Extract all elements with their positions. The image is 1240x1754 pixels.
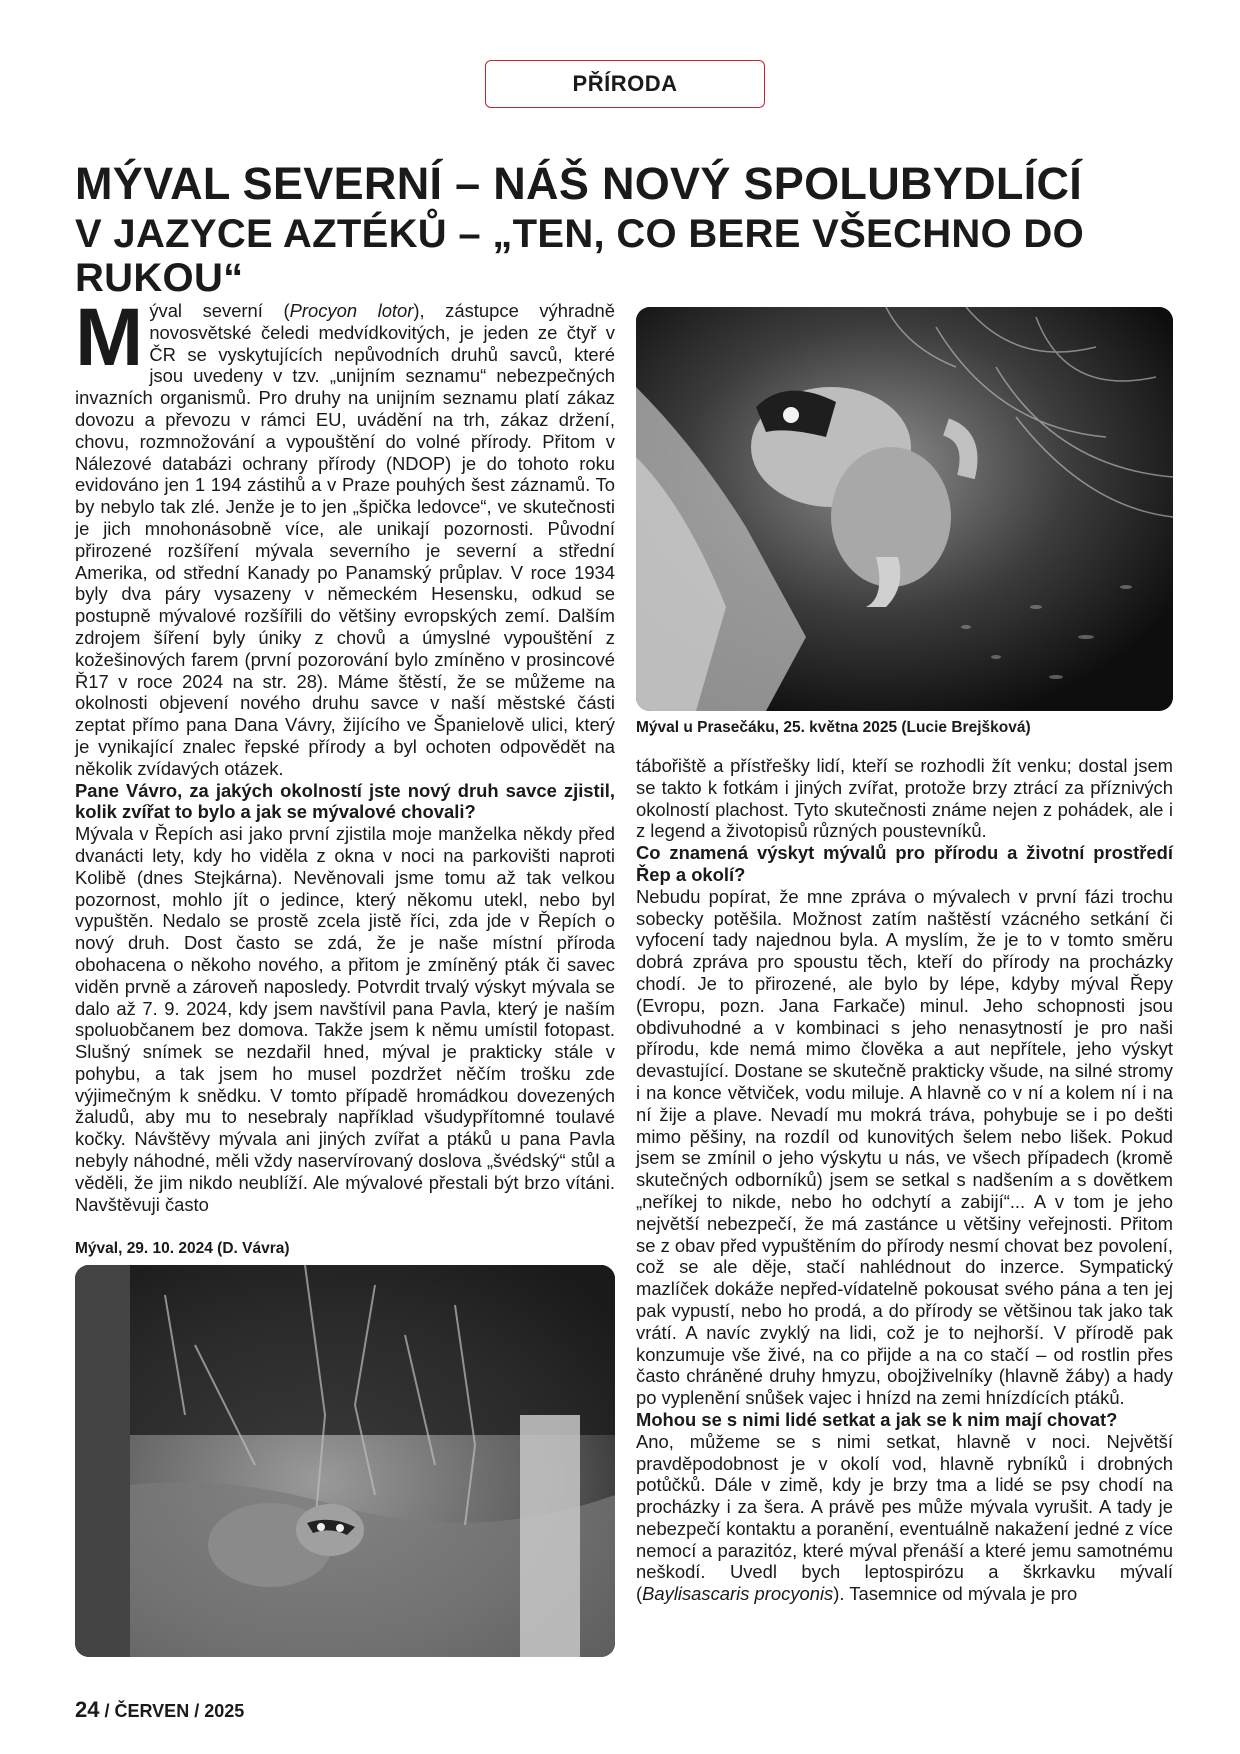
photo-caption-1: Mýval u Prasečáku, 25. května 2025 (Lucie Brejšková) <box>636 719 1031 736</box>
section-tag <box>485 60 765 108</box>
photo-caption-2: Mýval, 29. 10. 2024 (D. Vávra) <box>75 1240 290 1257</box>
right-column <box>636 755 1173 1605</box>
intro-text-a: ýval severní ( <box>149 300 290 321</box>
raccoon-photo-1-graphic <box>636 307 1173 711</box>
answer-1: Mývala v Řepích asi jako první zjistila moje manželka někdy před dvanácti lety, kdy ho viděla z okna v noci na parkovišti naproti Kolibě (dnes Stejkárna). Nevěnovali jsme tomu až tak velkou pozornost, mohlo jít o jedince, který někomu utekl, nebo byl vypuštěn. Nedalo se prostě zcela jistě říci, zda jde v Řepích o nový druh. Dost často se zdá, že je naše místní příroda obohacena o někoho nového, a přitom je zmíněný pták či savec viděn prvně a zároveň naposledy. Potvrdit trvalý výskyt mývala se dalo až 7. 9. 2024, kdy jsem navštívil pana Pavla, který je naším spoluobčanem bez domova. Takže jsem k němu umístil fotopast. Slušný snímek se nezdařil hned, mýval je prakticky stále v pohybu, a tak jsem ho musel pozdržet něčím trošku zde výjimečným k snědku. V tomto případě hromádkou dovezených žaludů, aby mu to nesebraly například všudypřítomné toulavé kočky. Návštěvy mývala ani jiných zvířat a ptáků u pana Pavla nebyly náhodné, měli vždy naservírovaný doslova „švédský“ stůl a věděli, že jim nikdo neublíží. Ale mývalové přestali být brzo vítáni. Navštěvuji často <box>75 823 615 1215</box>
raccoon-trailcam-photo <box>75 1265 615 1657</box>
intro-latin-name: Procyon lotor <box>289 300 414 321</box>
left-column <box>75 292 616 1215</box>
article-headline: MÝVAL SEVERNÍ – NÁŠ NOVÝ SPOLUBYDLÍCÍ <box>75 158 1083 209</box>
intro-text-b: ), zástupce výhradně novosvětské čeledi medvídkovitých, je jeden ze čtyř v ČR se vyskytujících nepůvodních druhů savců, které jsou uvedeny v tzv. „unijním seznamu“ nebezpečných invazních organismů. Pro druhy na unijním seznamu platí zákaz dovozu a převozu v rámci EU, uvádění na trh, zákaz držení, chovu, rozmnožování a vypouštění do volné přírody. Přitom v Nálezové databázi ochrany přírody (NDOP) je do tohoto roku evidováno jen 1 194 zástihů a v Praze pouhých šest záznamů. To by nebylo tak zlé. Jenže je to jen „špička ledovce“, ve skutečnosti je jich mnohonásobně více, ale unikají pozornosti. Původní přirozené rozšíření mývala severního je severní a střední Amerika, od střední Kanady po Panamský průplav. V roce 1934 byly dva páry vysazeny v německém Hesensku, odkud se postupně mývalové rozšířili do většiny evropských zemí. Dalším zdrojem šíření byly úniky z chovů a úmyslné vypouštění z kožešinových farem (první pozorování bylo zmíněno v prosincové Ř17 v roce 2024 na str. 28). Máme štěstí, že se můžeme na okolnosti objevení nového druhu savce v naší městské části zeptat přímo pana Dana Vávry, žijícího ve Španielově ulici, který je vynikající znalec řepské přírody a byl ochoten odpovědět na několik zvídavých otázek. <box>75 300 616 779</box>
issue-label: / ČERVEN / 2025 <box>104 1701 245 1721</box>
question-1: Pane Vávro, za jakých okolností jste nový druh savce zjistil, kolik zvířat to bylo a jak se mývalové chovali? <box>75 779 615 823</box>
answer-3-text-b: ). Tasemnice od mývala je pro <box>833 1583 1078 1605</box>
answer-1-continued: tábořiště a přístřešky lidí, kteří se rozhodli žít venku; dostal jsem se takto k fotkám i jiných zvířat, protože brzy ztrácí za příznivých okolností plachost. Tyto skutečnosti známe nejen z pohádek, ale i z legend a životopisů různých poustevníků. <box>636 755 1173 842</box>
answer-3-text-a: Ano, můžeme se s nimi setkat, hlavně v noci. Největší pravděpodobnost je v okolí vod, hlavně rybníků i drobných potůčků. Dále v zimě, kdy je brzy tma a lidé se psy chodí na procházky i za šera. A právě pes může mývala vyrušit. A tady je nebezpečí kontaktu a poranění, eventuálně nakažení jedné z více nemocí a parazitóz, které mýval přenáší a které jemu samotnému neškodí. Uvedl bych leptospirózu a škrkavku mývalí ( <box>636 1430 1173 1605</box>
question-2: Co znamená výskyt mývalů pro přírodu a životní prostředí Řep a okolí? <box>636 842 1173 885</box>
article-subheadline: V JAZYCE AZTÉKŮ – „TEN, CO BERE VŠECHNO DO RUKOU“ <box>75 212 1085 300</box>
section-label: PŘÍRODA <box>572 71 678 96</box>
answer-3 <box>636 1431 1173 1605</box>
raccoon-photo-2-graphic <box>75 1265 615 1657</box>
question-3: Mohou se s nimi lidé setkat a jak se k nim mají chovat? <box>636 1408 1118 1430</box>
page-footer <box>75 1697 244 1723</box>
drop-cap: M <box>75 292 144 383</box>
answer-2: Nebudu popírat, že mne zpráva o mývalech v první fázi trochu sobecky potěšila. Možnost zatím naštěstí vzácného setkání či vyfocení tady najednou byla. A myslím, že je to v tomto směru dobrá zpráva pro spoustu těch, kteří do přírody na procházky chodí. Je to přirozené, ale bylo by lépe, kdyby mýval Řepy (Evropu, pozn. Jana Farkače) minul. Jeho schopnosti jsou obdivuhodné a v kombinaci s jeho nenasytností je pro naši přírodu, kde nemá mimo člověka a aut nepřítele, jeho výskyt devastující. Dostane se skutečně prakticky všude, na silné stromy i na konce větviček, vodu miluje. A hlavně co v ní a kolem ní i na ní žije a plave. Nevadí mu mokrá tráva, pohybuje se i po dešti mimo pěšiny, na rozdíl od kunovitých šelem nebo lišek. Pokud jsem se zmínil o jeho výskytu u nás, ve všech případech (kromě skutečných odborníků) jsem se setkal s nadšením a s dovětkem „neříkej to nikde, nebo ho odchytí a zabijí“... A v tom je jeho největší nebezpečí, že má zastánce u většiny veřejnosti. Přitom se z obav před vypuštěním do přírody nesmí chovat bez povolení, což se ale děje, stačí nahlédnout do inzerce. Sympatický mazlíček dokáže nepřed-vídatelně pokousat svého pána a ten jej pak vypustí, nebo ho prodá, a do přírody se většinou tak jako tak vrátí. A navíc zvyklý na lidi, což je to nejhorší. V přírodě pak konzumuje vše živé, na co přijde a na co stačí – od rostlin přes často chráněné druhy hmyzu, obojživelníky (hlavně žáby) a hady po vyplenění snůšek vajec i hnízd na zemi hnízdících ptáků. <box>636 885 1173 1409</box>
intro-paragraph <box>75 292 616 780</box>
raccoon-night-photo <box>636 307 1173 711</box>
page-number: 24 <box>75 1697 100 1722</box>
answer-3-latin-name: Baylisascaris procyonis <box>642 1583 834 1605</box>
